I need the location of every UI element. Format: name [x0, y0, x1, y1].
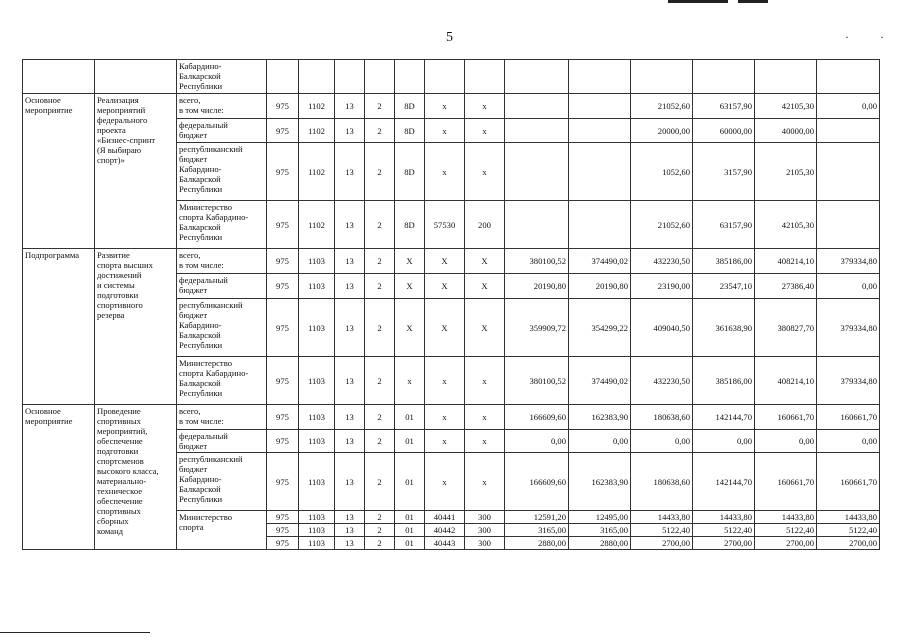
code-cell: 1103	[299, 274, 335, 299]
amount-cell	[817, 143, 880, 201]
amount-cell	[569, 143, 631, 201]
code-cell: 2	[365, 119, 395, 143]
amount-cell	[631, 60, 693, 94]
amount-cell	[569, 119, 631, 143]
code-cell: х	[395, 357, 425, 405]
code-cell: 2	[365, 405, 395, 430]
amount-cell: 374490,02	[569, 249, 631, 274]
code-cell	[465, 60, 505, 94]
amount-cell: 180638,60	[631, 453, 693, 511]
amount-cell: 2700,00	[755, 537, 817, 550]
amount-cell: 0,00	[817, 274, 880, 299]
code-cell: 975	[267, 274, 299, 299]
code-cell: 300	[465, 537, 505, 550]
code-cell: 13	[335, 94, 365, 119]
amount-cell: 63157,90	[693, 94, 755, 119]
source-cell: федеральный бюджет	[177, 119, 267, 143]
top-rule-2	[738, 0, 768, 3]
amount-cell: 354299,22	[569, 299, 631, 357]
source-cell: Министерство спорта Кабардино- Балкарской Республики	[177, 357, 267, 405]
amount-cell: 374490,02	[569, 357, 631, 405]
code-cell: х	[465, 430, 505, 453]
code-cell: X	[425, 249, 465, 274]
amount-cell	[569, 94, 631, 119]
code-cell: 1102	[299, 119, 335, 143]
amount-cell	[817, 60, 880, 94]
code-cell: X	[425, 274, 465, 299]
amount-cell: 0,00	[817, 430, 880, 453]
code-cell: 2	[365, 357, 395, 405]
code-cell: х	[425, 405, 465, 430]
amount-cell: 160661,70	[817, 453, 880, 511]
amount-cell: 3165,00	[505, 524, 569, 537]
code-cell: х	[465, 119, 505, 143]
amount-cell: 14433,80	[631, 511, 693, 524]
amount-cell: 380100,52	[505, 249, 569, 274]
code-cell: 975	[267, 524, 299, 537]
code-cell: 200	[465, 201, 505, 249]
code-cell: 975	[267, 119, 299, 143]
code-cell: X	[395, 249, 425, 274]
code-cell: 2	[365, 94, 395, 119]
amount-cell: 12495,00	[569, 511, 631, 524]
source-cell: Министерство спорта Кабардино- Балкарской Республики	[177, 201, 267, 249]
code-cell: 40443	[425, 537, 465, 550]
name-cell	[95, 60, 177, 94]
code-cell: 40442	[425, 524, 465, 537]
code-cell: 2	[365, 430, 395, 453]
table-row	[23, 94, 880, 119]
code-cell: 975	[267, 511, 299, 524]
code-cell: 975	[267, 299, 299, 357]
code-cell: 01	[395, 511, 425, 524]
code-cell: 2	[365, 201, 395, 249]
amount-cell: 21052,60	[631, 94, 693, 119]
amount-cell: 361638,90	[693, 299, 755, 357]
code-cell: х	[465, 453, 505, 511]
amount-cell: 5122,40	[755, 524, 817, 537]
amount-cell: 160661,70	[755, 453, 817, 511]
amount-cell: 3165,00	[569, 524, 631, 537]
group-type-cell: Основное мероприятие	[23, 405, 95, 550]
type-cell	[23, 60, 95, 94]
code-cell: 2	[365, 453, 395, 511]
amount-cell: 14433,80	[755, 511, 817, 524]
code-cell: х	[465, 143, 505, 201]
code-cell: 13	[335, 274, 365, 299]
amount-cell: 379334,80	[817, 357, 880, 405]
amount-cell	[505, 60, 569, 94]
code-cell: 1103	[299, 511, 335, 524]
amount-cell: 2700,00	[631, 537, 693, 550]
group-name-cell: Развитие спорта высших достижений и системы подготовки спортивного резерва	[95, 249, 177, 405]
amount-cell: 379334,80	[817, 299, 880, 357]
amount-cell: 12591,20	[505, 511, 569, 524]
code-cell: х	[465, 94, 505, 119]
code-cell: 1103	[299, 357, 335, 405]
source-cell: всего, в том числе:	[177, 94, 267, 119]
budget-table	[22, 59, 880, 550]
amount-cell	[569, 60, 631, 94]
code-cell: 01	[395, 524, 425, 537]
amount-cell	[817, 119, 880, 143]
amount-cell: 0,00	[569, 430, 631, 453]
code-cell	[395, 60, 425, 94]
code-cell: 1103	[299, 249, 335, 274]
code-cell: X	[465, 249, 505, 274]
amount-cell: 162383,90	[569, 453, 631, 511]
amount-cell: 5122,40	[817, 524, 880, 537]
top-rule	[668, 0, 728, 3]
amount-cell: 14433,80	[817, 511, 880, 524]
code-cell: 13	[335, 201, 365, 249]
amount-cell: 21052,60	[631, 201, 693, 249]
code-cell: 01	[395, 537, 425, 550]
amount-cell: 142144,70	[693, 405, 755, 430]
code-cell: 975	[267, 357, 299, 405]
code-cell: 1102	[299, 201, 335, 249]
code-cell: 2	[365, 511, 395, 524]
amount-cell: 160661,70	[755, 405, 817, 430]
amount-cell: 20190,80	[505, 274, 569, 299]
amount-cell: 385186,00	[693, 249, 755, 274]
amount-cell: 40000,00	[755, 119, 817, 143]
code-cell	[267, 60, 299, 94]
code-cell: 1103	[299, 299, 335, 357]
amount-cell	[817, 201, 880, 249]
code-cell: 975	[267, 249, 299, 274]
code-cell: 8D	[395, 94, 425, 119]
code-cell: 13	[335, 430, 365, 453]
amount-cell: 160661,70	[817, 405, 880, 430]
code-cell: 13	[335, 405, 365, 430]
code-cell: 13	[335, 357, 365, 405]
code-cell: 13	[335, 524, 365, 537]
group-type-cell: Подпрограмма	[23, 249, 95, 405]
code-cell: 2	[365, 299, 395, 357]
code-cell: 57530	[425, 201, 465, 249]
amount-cell: 2700,00	[817, 537, 880, 550]
amount-cell: 380827,70	[755, 299, 817, 357]
amount-cell: 359909,72	[505, 299, 569, 357]
code-cell: 13	[335, 143, 365, 201]
amount-cell: 42105,30	[755, 94, 817, 119]
code-cell: 01	[395, 405, 425, 430]
amount-cell: 27386,40	[755, 274, 817, 299]
source-cell: федеральный бюджет	[177, 274, 267, 299]
code-cell: X	[465, 299, 505, 357]
code-cell	[425, 60, 465, 94]
amount-cell: 379334,80	[817, 249, 880, 274]
amount-cell: 432230,50	[631, 357, 693, 405]
code-cell: 13	[335, 249, 365, 274]
group-name-cell: Реализация мероприятий федерального проекта «Бизнес-спринт (Я выбираю спорт)»	[95, 94, 177, 249]
amount-cell: 60000,00	[693, 119, 755, 143]
amount-cell: 1052,60	[631, 143, 693, 201]
code-cell: х	[465, 405, 505, 430]
code-cell: 975	[267, 430, 299, 453]
footnote-rule	[0, 632, 150, 633]
amount-cell	[505, 119, 569, 143]
code-cell: 975	[267, 201, 299, 249]
table-row	[23, 60, 880, 94]
code-cell: 8D	[395, 119, 425, 143]
code-cell: х	[425, 453, 465, 511]
code-cell	[365, 60, 395, 94]
dot-mark: ·	[845, 30, 849, 44]
code-cell: 8D	[395, 201, 425, 249]
code-cell: х	[465, 357, 505, 405]
code-cell: 2	[365, 249, 395, 274]
code-cell: X	[465, 274, 505, 299]
code-cell: 01	[395, 453, 425, 511]
code-cell: 2	[365, 537, 395, 550]
amount-cell: 23190,00	[631, 274, 693, 299]
code-cell: 1103	[299, 537, 335, 550]
code-cell: 2	[365, 274, 395, 299]
amount-cell	[505, 201, 569, 249]
code-cell: 13	[335, 511, 365, 524]
amount-cell: 63157,90	[693, 201, 755, 249]
amount-cell: 408214,10	[755, 357, 817, 405]
amount-cell: 162383,90	[569, 405, 631, 430]
amount-cell: 2105,30	[755, 143, 817, 201]
amount-cell: 0,00	[817, 94, 880, 119]
table-body	[23, 60, 880, 550]
code-cell: 01	[395, 430, 425, 453]
amount-cell	[693, 60, 755, 94]
amount-cell: 166609,60	[505, 453, 569, 511]
amount-cell: 42105,30	[755, 201, 817, 249]
code-cell: 975	[267, 537, 299, 550]
code-cell: X	[425, 299, 465, 357]
amount-cell: 2880,00	[505, 537, 569, 550]
code-cell: 1102	[299, 143, 335, 201]
amount-cell: 2700,00	[693, 537, 755, 550]
amount-cell	[505, 94, 569, 119]
code-cell: 975	[267, 405, 299, 430]
dot-mark: ·	[880, 30, 884, 44]
amount-cell: 5122,40	[631, 524, 693, 537]
amount-cell	[505, 143, 569, 201]
code-cell	[335, 60, 365, 94]
table-row	[23, 249, 880, 274]
amount-cell: 20000,00	[631, 119, 693, 143]
code-cell: х	[425, 430, 465, 453]
source-cell: Министерство спорта	[177, 511, 267, 550]
code-cell: 13	[335, 299, 365, 357]
amount-cell: 5122,40	[693, 524, 755, 537]
code-cell: X	[395, 274, 425, 299]
amount-cell	[569, 201, 631, 249]
page-number: 5	[446, 30, 453, 45]
source-cell: всего, в том числе:	[177, 249, 267, 274]
amount-cell: 0,00	[755, 430, 817, 453]
code-cell: 975	[267, 143, 299, 201]
amount-cell: 2880,00	[569, 537, 631, 550]
amount-cell: 408214,10	[755, 249, 817, 274]
code-cell: 975	[267, 453, 299, 511]
code-cell: 2	[365, 143, 395, 201]
amount-cell: 0,00	[693, 430, 755, 453]
amount-cell: 20190,80	[569, 274, 631, 299]
source-cell: Кабардино- Балкарской Республики	[177, 60, 267, 94]
code-cell: 1103	[299, 405, 335, 430]
amount-cell: 14433,80	[693, 511, 755, 524]
code-cell: х	[425, 94, 465, 119]
amount-cell: 0,00	[505, 430, 569, 453]
code-cell: х	[425, 119, 465, 143]
source-cell: федеральный бюджет	[177, 430, 267, 453]
code-cell: 1102	[299, 94, 335, 119]
code-cell: 13	[335, 119, 365, 143]
source-cell: республиканский бюджет Кабардино- Балкарской Республики	[177, 299, 267, 357]
amount-cell: 166609,60	[505, 405, 569, 430]
amount-cell: 380100,52	[505, 357, 569, 405]
amount-cell: 409040,50	[631, 299, 693, 357]
amount-cell: 3157,90	[693, 143, 755, 201]
source-cell: республиканский бюджет Кабардино- Балкарской Республики	[177, 453, 267, 511]
code-cell: 1103	[299, 453, 335, 511]
code-cell: 975	[267, 94, 299, 119]
table-row	[23, 405, 880, 430]
source-cell: республиканский бюджет Кабардино- Балкарской Республики	[177, 143, 267, 201]
code-cell: х	[425, 357, 465, 405]
code-cell: 300	[465, 511, 505, 524]
code-cell	[299, 60, 335, 94]
code-cell: 13	[335, 453, 365, 511]
amount-cell: 0,00	[631, 430, 693, 453]
amount-cell: 23547,10	[693, 274, 755, 299]
amount-cell: 180638,60	[631, 405, 693, 430]
amount-cell: 432230,50	[631, 249, 693, 274]
code-cell: 2	[365, 524, 395, 537]
code-cell: X	[395, 299, 425, 357]
group-type-cell: Основное мероприятие	[23, 94, 95, 249]
code-cell: 13	[335, 537, 365, 550]
amount-cell: 142144,70	[693, 453, 755, 511]
code-cell: 8D	[395, 143, 425, 201]
group-name-cell: Проведение спортивных мероприятий, обеспечение подготовки спортсменов высокого класса, материально- техническое обеспечение спортивных сборных команд	[95, 405, 177, 550]
code-cell: х	[425, 143, 465, 201]
amount-cell	[755, 60, 817, 94]
code-cell: 40441	[425, 511, 465, 524]
source-cell: всего, в том числе:	[177, 405, 267, 430]
amount-cell: 385186,00	[693, 357, 755, 405]
code-cell: 1103	[299, 430, 335, 453]
code-cell: 300	[465, 524, 505, 537]
code-cell: 1103	[299, 524, 335, 537]
